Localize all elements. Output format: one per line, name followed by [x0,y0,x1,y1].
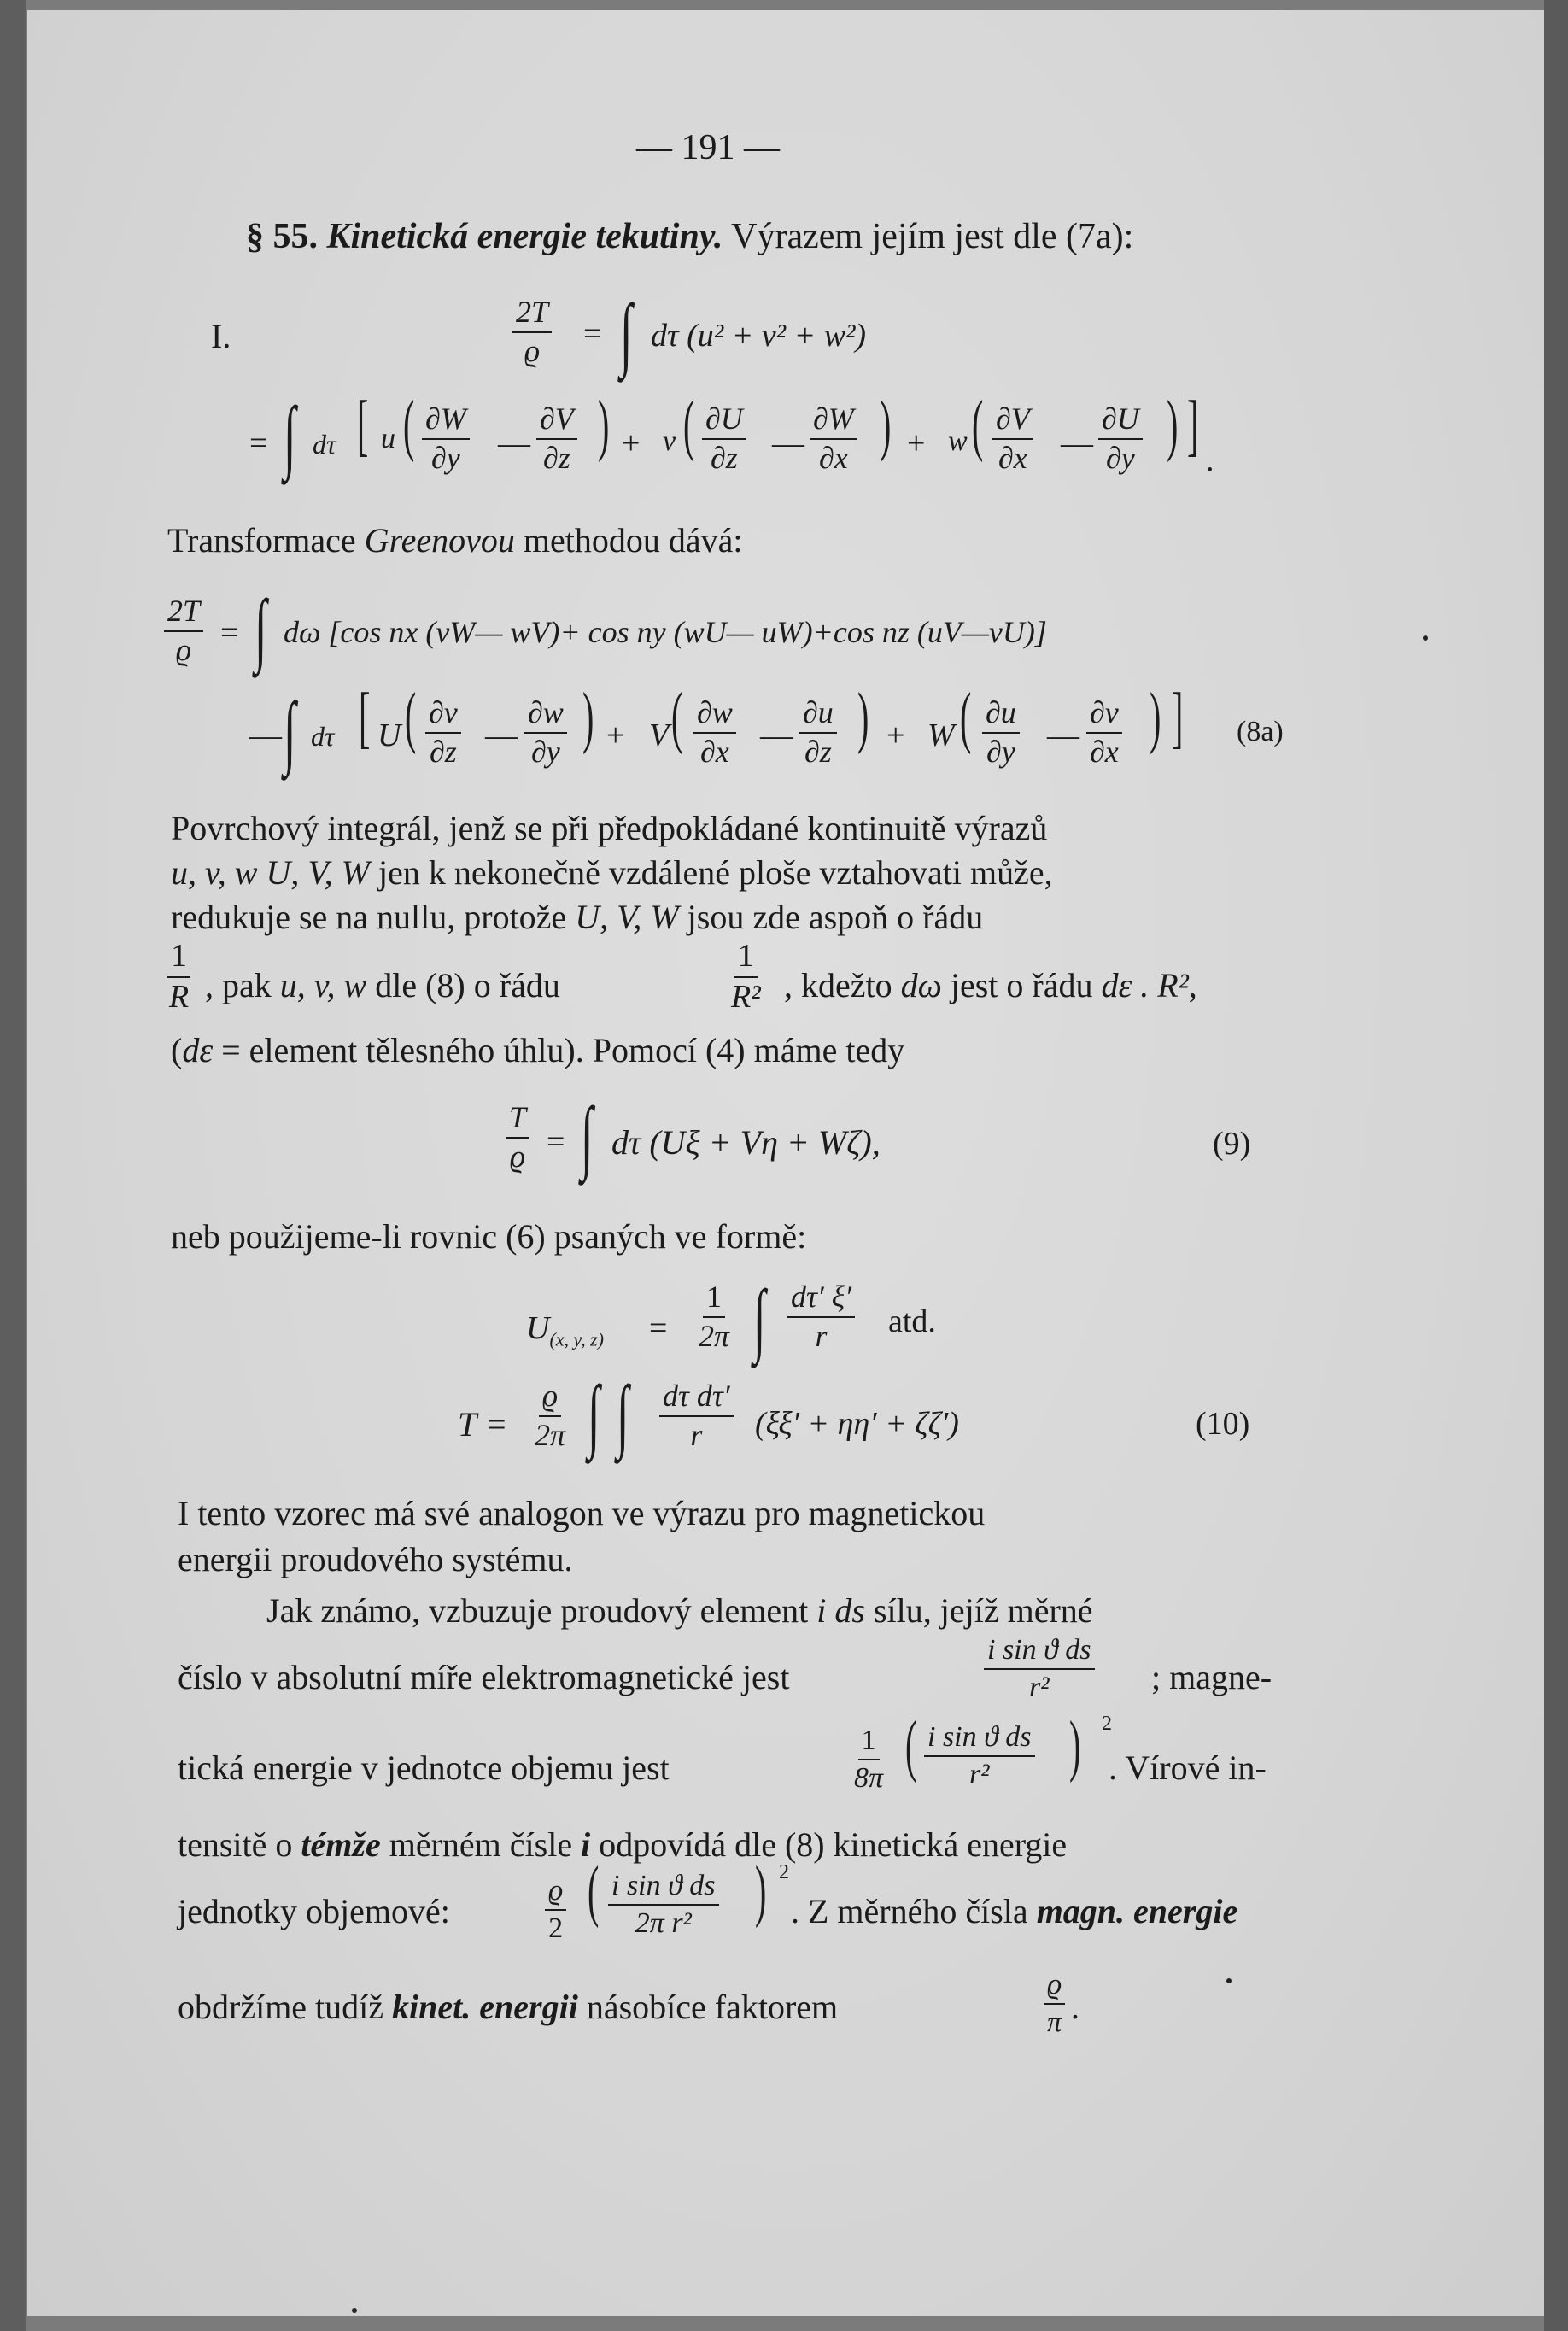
equals: = [649,1310,668,1346]
eq8-V: V [649,717,670,753]
bracket-open: [ [357,388,369,463]
frac-den: ∂z [429,734,457,769]
paren-close: ) [857,680,869,755]
eq1-line1-rhs: dτ (u² + v² + w²) [651,318,867,354]
frac-den: 2π r² [635,1906,692,1939]
integral-sign: ∫ [284,685,296,776]
eq1-frac1 [422,403,470,475]
eq1-v: v [663,425,676,457]
section-heading [246,219,1133,255]
paren-close: ) [1069,1708,1081,1783]
frac-num: 1 [858,1725,880,1760]
p4-line5b [791,1892,1238,1930]
frac-num: ∂U [702,403,746,440]
eq8-surface-term: dω [cos nx (vW— wV)+ cos ny (wU— uW)+cos nz (uV—vU)] [284,615,1047,649]
frac-num: 1 [734,940,758,978]
eq8-frac4 [799,697,837,769]
eq10-lhs: T = [458,1405,508,1444]
p4-frac-rho-pi [1044,1970,1065,2037]
eq8-dtau: dτ [311,721,335,752]
paren-close: ) [1150,680,1161,755]
eq8-label: (8a) [1237,716,1284,747]
p4-line6-period: . [1071,1988,1079,2026]
eqU-subscript: (x, y, z) [549,1328,604,1350]
eq9-label: (9) [1213,1126,1251,1162]
frac-num: ∂u [982,697,1020,734]
p4-line3b: . Vírové in- [1109,1748,1267,1787]
frac-den: ∂y [986,734,1015,769]
frac-num: ∂U [1098,403,1143,440]
eq8-frac6 [1086,697,1122,769]
minus: — [1061,425,1093,461]
paren-open: ( [683,388,695,463]
frac-num: dτ′ ξ′ [787,1281,855,1318]
eq8-frac1 [425,697,461,769]
section-intro: Výrazem jejím jest dle (7a): [731,217,1134,256]
paren-close: ) [1167,388,1179,463]
frac-num: ∂w [524,697,567,734]
eq8-lhs-num: 2T [164,595,203,632]
variables-span: U, V, W [575,898,679,936]
emphasis-span: magn. energie [1036,1892,1238,1930]
minus: — [1047,717,1079,753]
variables-span: i [581,1825,591,1864]
p4-frac-paren1 [924,1722,1035,1789]
p1-line1: Povrchový integrál, jenž se při předpokládané kontinuitě výrazů [171,809,1048,847]
eq8-W: W [927,717,955,753]
minus: — [498,425,530,461]
integral-sign: ∫ [588,1368,600,1460]
eq10-frac [535,1380,565,1452]
p4-line1 [266,1591,1093,1630]
paren-close: ) [598,388,610,463]
period: . [1206,442,1214,478]
frac-den: R² [731,978,761,1015]
eq1-lhs-fraction [512,296,552,368]
p4-line5a: jednotky objemové: [178,1892,450,1930]
frac-num: ∂V [536,403,577,440]
paren-open: ( [905,1708,917,1783]
p4-frac-rho-2 [545,1876,566,1943]
text-span: obdržíme tudíž [178,1988,393,2026]
eq1-w: w [948,425,968,457]
frac-den: ∂y [531,734,560,769]
p4-line2a: číslo v absolutní míře elektromagnetické jest [178,1658,790,1696]
exponent: 2 [1102,1713,1112,1735]
eq8-lhs-fraction [164,595,203,667]
frac-den: r [690,1417,703,1452]
text-span: násobíce faktorem [577,1988,839,2026]
frac-num: ∂W [810,403,857,440]
eq9-rhs: dτ (Uξ + Vη + Wζ), [611,1123,881,1162]
frac-den: ∂x [819,440,848,475]
frac-den: 2 [548,1912,564,1944]
section-number: § 55. [246,217,318,256]
bracket-close: ] [1187,388,1199,463]
paren-open: ( [405,680,417,755]
frac-num: ϱ [539,1380,561,1417]
eq1-frac4 [810,403,857,475]
frac-den: ∂y [431,440,460,475]
eqU-lhs [526,1312,604,1350]
page [27,10,1546,2316]
frac-num: i sin ϑ ds [984,1635,1095,1670]
frac-den: 2π [535,1417,566,1452]
plus: + [622,425,641,461]
frac-den: r [815,1318,828,1353]
frac-den: ∂z [710,440,738,475]
text-span: tensitě o [178,1825,301,1864]
eq8-U: U [377,717,401,753]
frac-den: ∂z [804,734,832,769]
paren-open: ( [972,388,984,463]
p2-line: neb použijeme-li rovnic (6) psaných ve formě: [171,1217,807,1256]
integral-sign: ∫ [255,583,267,674]
eq8-frac5 [982,697,1020,769]
text-span: , pak [205,966,280,1004]
text-span: měrném čísle [380,1825,582,1864]
frac-den: 2π [699,1318,730,1353]
minus: — [760,717,793,753]
frac-num: ∂V [992,403,1033,440]
variables-span: dε [182,1031,214,1069]
frac-num: 1 [703,1281,725,1318]
frac-num: ∂w [693,697,736,734]
paren-open: ( [588,1854,600,1929]
frac-num: ∂v [425,697,461,734]
text-span: jen k nekonečně vzdálené ploše vztahovati může, [369,853,1053,892]
text-span: ( [171,1031,183,1069]
eqU-frac [699,1281,729,1353]
text-span: Jak známo, vzbuzuje proudový element [266,1591,817,1630]
frac-num: dτ dτ′ [659,1380,734,1417]
text-span: , kdežto [784,966,901,1004]
eq1-line2-dtau: dτ [313,429,336,460]
p1-line5 [171,1031,905,1069]
equals: = [547,1124,565,1160]
page-number: — 191 — [636,128,780,167]
eq10-rhs: (ξξ′ + ηη′ + ζζ′) [755,1406,959,1442]
minus: — [249,717,282,753]
greenovou-word: Greenovou [364,521,515,559]
frac-den: ∂x [998,440,1027,475]
emphasis-span: témže [301,1825,381,1864]
paren-close: ) [880,388,892,463]
p1-line3 [171,900,983,934]
frac-den: ϱ [509,1139,526,1174]
plus: + [606,717,625,753]
eq9-lhs-fraction [506,1102,529,1174]
eq1-u: u [381,423,395,454]
eq10-integrand [659,1380,734,1452]
plus: + [907,425,926,461]
text-span: methodou dává: [514,521,743,559]
transform-sentence [167,521,743,559]
p4-line4 [178,1825,1068,1864]
minus: — [485,717,518,753]
section-title: Kinetická energie tekutiny. [326,217,723,256]
eq8-frac2 [524,697,567,769]
eq8-frac3 [693,697,736,769]
scan-edge-left [0,0,26,2331]
text-span: odpovídá dle (8) kinetická energie [590,1825,1068,1864]
frac-den: ∂z [542,440,570,475]
bracket-close: ] [1172,680,1184,755]
frac-den: ∂y [1106,440,1135,475]
p1-frac-1-over-R2 [731,940,761,1015]
p4-frac-force [984,1635,1095,1702]
text-span: redukuje se na nullu, protože [171,898,576,936]
variables-span: u, v, w [279,966,367,1004]
eq1-lhs-den: ϱ [524,333,541,368]
frac-den: π [1047,2006,1062,2038]
frac-num: ∂W [422,403,470,440]
eq1-label: I. [211,317,231,355]
text-span: jsou zde aspoň o řádu [678,898,984,936]
bracket-open: [ [359,680,371,755]
p4-frac-1-8pi [854,1725,883,1793]
frac-num: 1 [167,940,190,978]
minus: — [772,425,804,461]
exponent: 2 [779,1861,789,1883]
frac-num: ∂v [1086,697,1122,734]
frac-den: 8π [854,1761,884,1794]
paren-close: ) [755,1854,767,1929]
text-span: jest o řádu [941,966,1102,1004]
p1-line2 [171,853,1053,892]
frac-den: ∂x [700,734,729,769]
p1-line4a [205,966,560,1004]
scan-edge-right [1544,0,1568,2331]
p3-line2: energii proudového systému. [178,1540,573,1578]
frac-num: ϱ [1044,1970,1065,2005]
eqU-integrand [787,1281,855,1353]
scan-speck [352,2308,357,2313]
text-span: dle (8) o řádu [366,966,560,1004]
paren-open: ( [403,388,415,463]
variables-span: dε . R² [1101,966,1189,1004]
variables-span: dω [900,966,942,1004]
equals: = [220,615,239,651]
p3-line1: I tento vzorec má své analogon ve výrazu pro magnetickou [178,1494,986,1532]
eqU-symbol: U [526,1310,550,1346]
frac-den: ∂x [1090,734,1119,769]
plus: + [886,717,905,753]
eq1-frac2 [536,403,577,475]
text-span: sílu, jejíž měrné [864,1591,1093,1630]
eq10-label: (10) [1196,1406,1250,1442]
text-span: . Z měrného čísla [791,1892,1037,1930]
text-span: Transformace [167,521,365,559]
text-span: = element tělesného úhlu). Pomocí (4) máme tedy [213,1031,905,1069]
frac-num: T [506,1102,529,1139]
p1-line4b [784,966,1197,1004]
variables-span: u, v, w U, V, W [171,853,370,892]
p1-frac-1-over-R [167,940,190,1015]
frac-den: R [168,978,190,1015]
eq1-frac3 [702,403,746,475]
integral-sign: ∫ [620,287,633,378]
frac-num: i sin ϑ ds [924,1722,1035,1757]
integral-sign: ∫ [753,1273,766,1364]
p4-frac-paren2 [608,1871,719,1938]
scan-speck [1226,1978,1232,1983]
eq1-equals: = [583,316,602,352]
integral-sign: ∫ [284,389,296,481]
frac-num: i sin ϑ ds [608,1871,719,1906]
text-span: , [1188,966,1197,1004]
eq1-line2-equals: = [249,425,268,461]
frac-den: r² [1029,1671,1050,1703]
eqU-atd: atd. [888,1303,936,1339]
variables-span: i ds [816,1591,865,1630]
paren-open: ( [671,680,683,755]
frac-num: ϱ [545,1876,566,1911]
scan-speck [1423,635,1428,641]
p4-line6a [178,1990,838,2024]
eq8-lhs-den: ϱ [175,632,192,667]
integral-sign: ∫ [581,1090,594,1181]
paren-open: ( [960,680,972,755]
frac-den: r² [969,1758,990,1790]
paren-close: ) [582,680,594,755]
integral-sign: ∫ [617,1368,629,1460]
emphasis-span: kinet. energii [392,1988,578,2026]
p4-line2b: ; magne- [1151,1658,1273,1696]
frac-num: ∂u [799,697,837,734]
p4-line3a: tická energie v jednotce objemu jest [178,1748,670,1787]
eq1-lhs-num: 2T [512,296,552,333]
eq1-frac6 [1098,403,1143,475]
eq1-frac5 [992,403,1033,475]
